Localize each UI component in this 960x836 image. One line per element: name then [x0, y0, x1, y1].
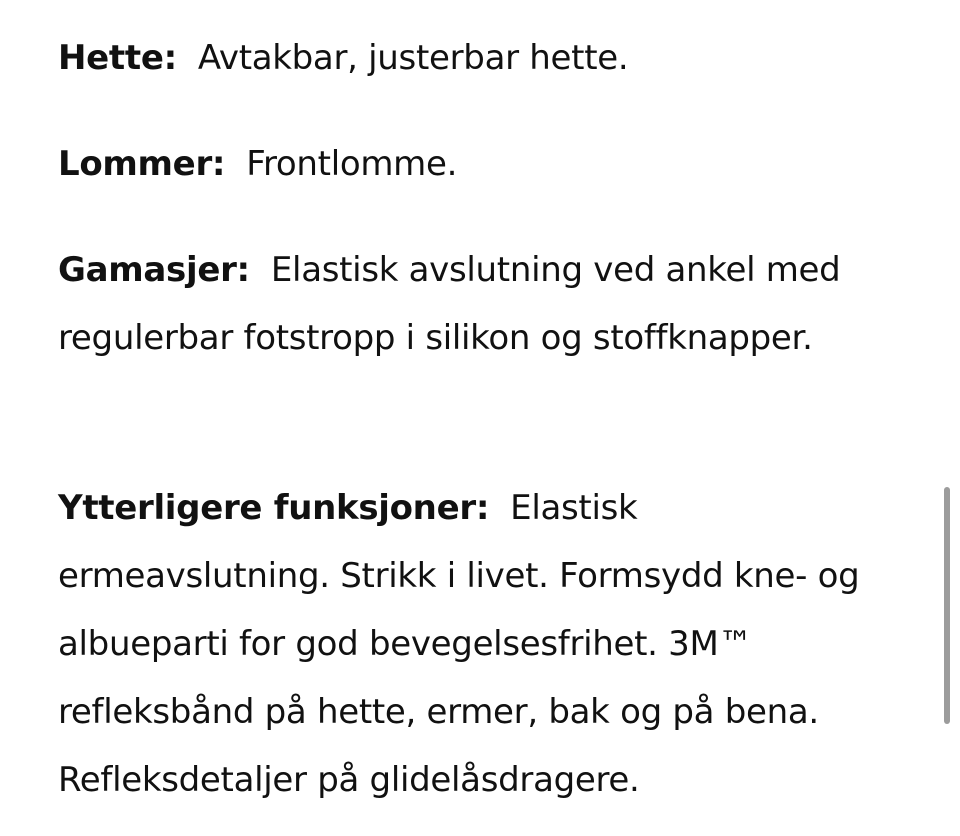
spec-pockets — [58, 130, 918, 198]
spec-gaiters-label: Gamasjer: — [58, 250, 250, 290]
spec-additional-features-text: Elastisk ermeavslutning. Strikk i livet. Formsydd kne- og albueparti for god bevegelsesfrihet. 3M™ refleksbånd på hette, ermer, bak og på bena. Refleksdetaljer på glidelåsdragere. — [58, 488, 860, 800]
spec-additional-features-label: Ytterligere funksjoner: — [58, 488, 490, 528]
spec-pockets-text: Frontlomme. — [246, 144, 458, 184]
spec-hood — [58, 24, 918, 92]
spec-hood-text: Avtakbar, justerbar hette. — [197, 38, 629, 78]
spec-hood-label: Hette: — [58, 38, 177, 78]
spec-gaiters-text: Elastisk avslutning ved ankel med regulerbar fotstropp i silikon og stoffknapper. — [58, 250, 841, 358]
scrollbar-thumb[interactable] — [944, 487, 950, 724]
spec-gaiters — [58, 236, 918, 372]
spec-pockets-label: Lommer: — [58, 144, 226, 184]
spec-additional-features — [58, 474, 918, 814]
